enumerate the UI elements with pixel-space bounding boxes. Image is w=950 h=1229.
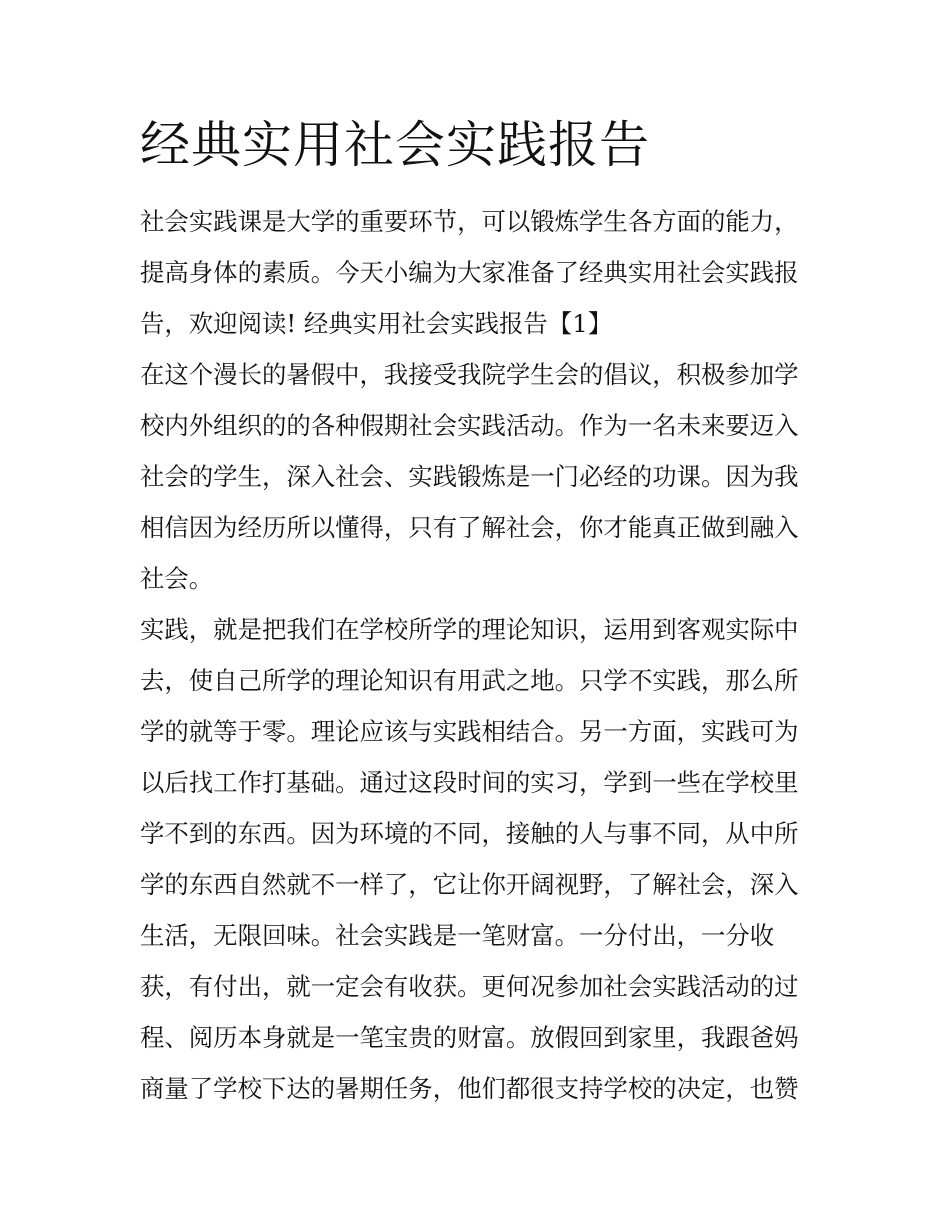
body-line: 去，使自己所学的理论知识有用武之地。只学不实践，那么所	[140, 666, 799, 695]
body-line: 学的就等于零。理论应该与实践相结合。另一方面，实践可为	[140, 717, 799, 746]
body-line: 生活，无限回味。社会实践是一笔财富。一分付出，一分收	[140, 921, 775, 950]
body-line: 以后找工作打基础。通过这段时间的实习，学到一些在学校里	[140, 768, 799, 797]
body-line: 社会的学生，深入社会、实践锻炼是一门必经的功课。因为我	[140, 462, 799, 491]
body-line: 社会。	[140, 564, 214, 593]
body-line: 提高身体的素质。今天小编为大家准备了经典实用社会实践报	[140, 258, 799, 287]
body-line: 告，欢迎阅读! 经典实用社会实践报告【1】	[140, 309, 613, 338]
body-line: 相信因为经历所以懂得，只有了解社会，你才能真正做到融入	[140, 513, 799, 542]
body-line: 学的东西自然就不一样了，它让你开阔视野，了解社会，深入	[140, 870, 799, 899]
body-line: 程、阅历本身就是一笔宝贵的财富。放假回到家里，我跟爸妈	[140, 1023, 799, 1052]
body-line: 校内外组织的的各种假期社会实践活动。作为一名未来要迈入	[140, 411, 799, 440]
body-line: 在这个漫长的暑假中，我接受我院学生会的倡议，积极参加学	[140, 360, 799, 389]
document-title: 经典实用社会实践报告	[140, 116, 650, 174]
body-line: 商量了学校下达的暑期任务，他们都很支持学校的决定，也赞	[140, 1074, 799, 1103]
body-line: 社会实践课是大学的重要环节，可以锻炼学生各方面的能力，	[140, 207, 799, 236]
body-line: 实践，就是把我们在学校所学的理论知识，运用到客观实际中	[140, 615, 799, 644]
body-line: 学不到的东西。因为环境的不同，接触的人与事不同，从中所	[140, 819, 799, 848]
body-line: 获，有付出，就一定会有收获。更何况参加社会实践活动的过	[140, 972, 799, 1001]
